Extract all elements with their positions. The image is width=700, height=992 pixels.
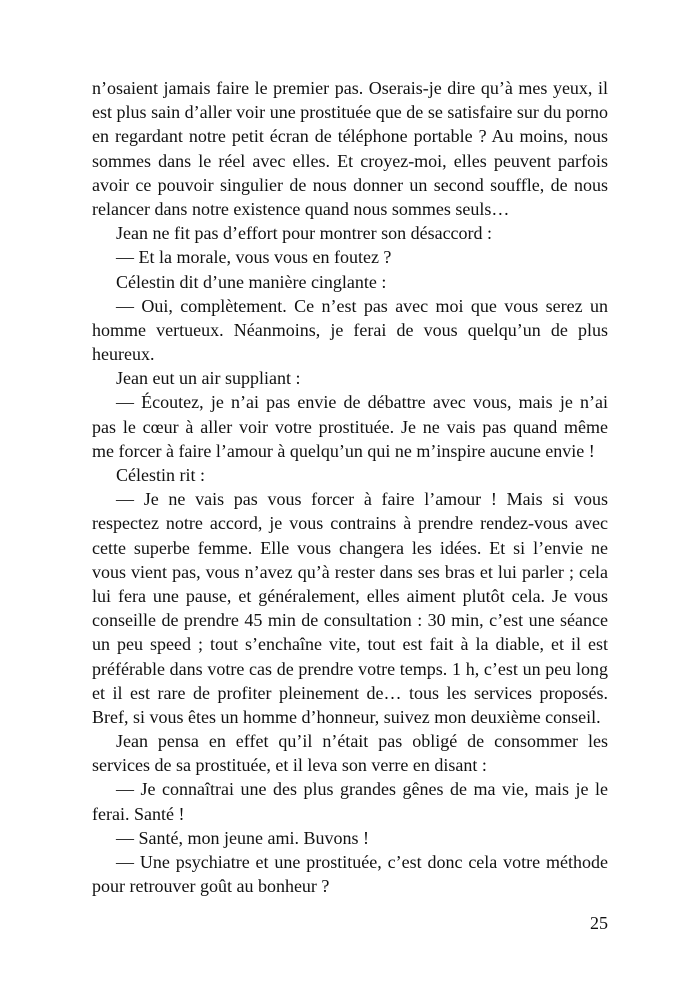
text-line: — Oui, complètement. Ce n’est pas avec moi que vous serez un [116,295,608,316]
text-line: — Écoutez, je n’ai pas envie de débattre avec vous, mais je n’ai [116,392,608,413]
paragraph [92,221,608,245]
text-line: Jean eut un air suppliant : [116,368,301,389]
paragraph [92,76,608,221]
text-line: conseille de prendre 45 min de consultation : 30 min, c’est une séance [92,610,608,631]
paragraph [92,777,608,825]
text-line: — Santé, mon jeune ami. Buvons ! [116,827,369,848]
text-line: Jean ne fit pas d’effort pour montrer son désaccord : [116,223,493,244]
paragraph [92,850,608,898]
text-line: heureux. [92,344,155,365]
text-line: Célestin dit d’une manière cinglante : [116,271,387,292]
text-line: un peu speed ; tout s’enchaîne vite, tout est fait à la diable, et il est [92,634,608,655]
text-line: Bref, si vous êtes un homme d’honneur, suivez mon deuxième conseil. [92,706,601,727]
text-line: est plus sain d’aller voir une prostituée que de se satisfaire sur du porno [92,102,608,123]
text-line: relancer dans notre existence quand nous sommes seuls… [92,198,510,219]
text-line: — Une psychiatre et une prostituée, c’est donc cela votre méthode [116,852,608,872]
text-line: lui fera une pause, et généralement, elles aiment plutôt cela. Je vous [92,585,608,606]
body-text [92,76,608,898]
text-line: me forcer à faire l’amour à quelqu’un qui ne m’inspire aucune envie ! [92,440,595,461]
paragraph [92,729,608,777]
text-line: et il est rare de profiter pleinement de… tous les services proposés. [92,682,608,703]
paragraph [92,463,608,487]
text-line: services de sa prostituée, et il leva son verre en disant : [92,755,487,776]
text-line: en regardant notre petit écran de téléphone portable ? Au moins, nous [92,126,608,147]
paragraph [92,270,608,294]
text-line: homme vertueux. Néanmoins, je ferai de vous quelqu’un de plus [92,319,608,340]
text-line: respectez notre accord, je vous contrains à prendre rendez-vous avec [92,513,608,534]
text-line: pas le cœur à aller voir votre prostituée. Je ne vais pas quand même [92,416,608,437]
text-line: sommes dans le réel avec elles. Et croyez-moi, elles peuvent parfois [92,150,608,171]
text-line: préférable dans votre cas de prendre votre temps. 1 h, c’est un peu long [92,658,608,679]
text-line: ferai. Santé ! [92,803,185,824]
paragraph [92,245,608,269]
text-line: — Je ne vais pas vous forcer à faire l’amour ! Mais si vous [116,489,608,510]
text-line: vous vient pas, vous n’avez qu’à rester dans ses bras et lui parler ; cela [92,561,608,582]
text-line: Jean pensa en effet qu’il n’était pas obligé de consommer les [116,731,608,752]
text-line: Célestin rit : [116,465,205,485]
text-line: avoir ce pouvoir singulier de nous donner un second souffle, de nous [92,174,608,195]
text-line: pour retrouver goût au bonheur ? [92,876,330,897]
text-line: cette superbe femme. Elle vous changera les idées. Et si l’envie ne [92,537,608,558]
text-line: — Et la morale, vous vous en foutez ? [116,247,392,268]
paragraph [92,487,608,729]
paragraph [92,826,608,850]
paragraph [92,294,608,367]
page-number: 25 [590,913,608,933]
paragraph [92,390,608,463]
text-line: — Je connaîtrai une des plus grandes gênes de ma vie, mais je le [116,779,608,800]
paragraph [92,366,608,390]
text-line: n’osaient jamais faire le premier pas. Oserais-je dire qu’à mes yeux, il [92,78,608,98]
